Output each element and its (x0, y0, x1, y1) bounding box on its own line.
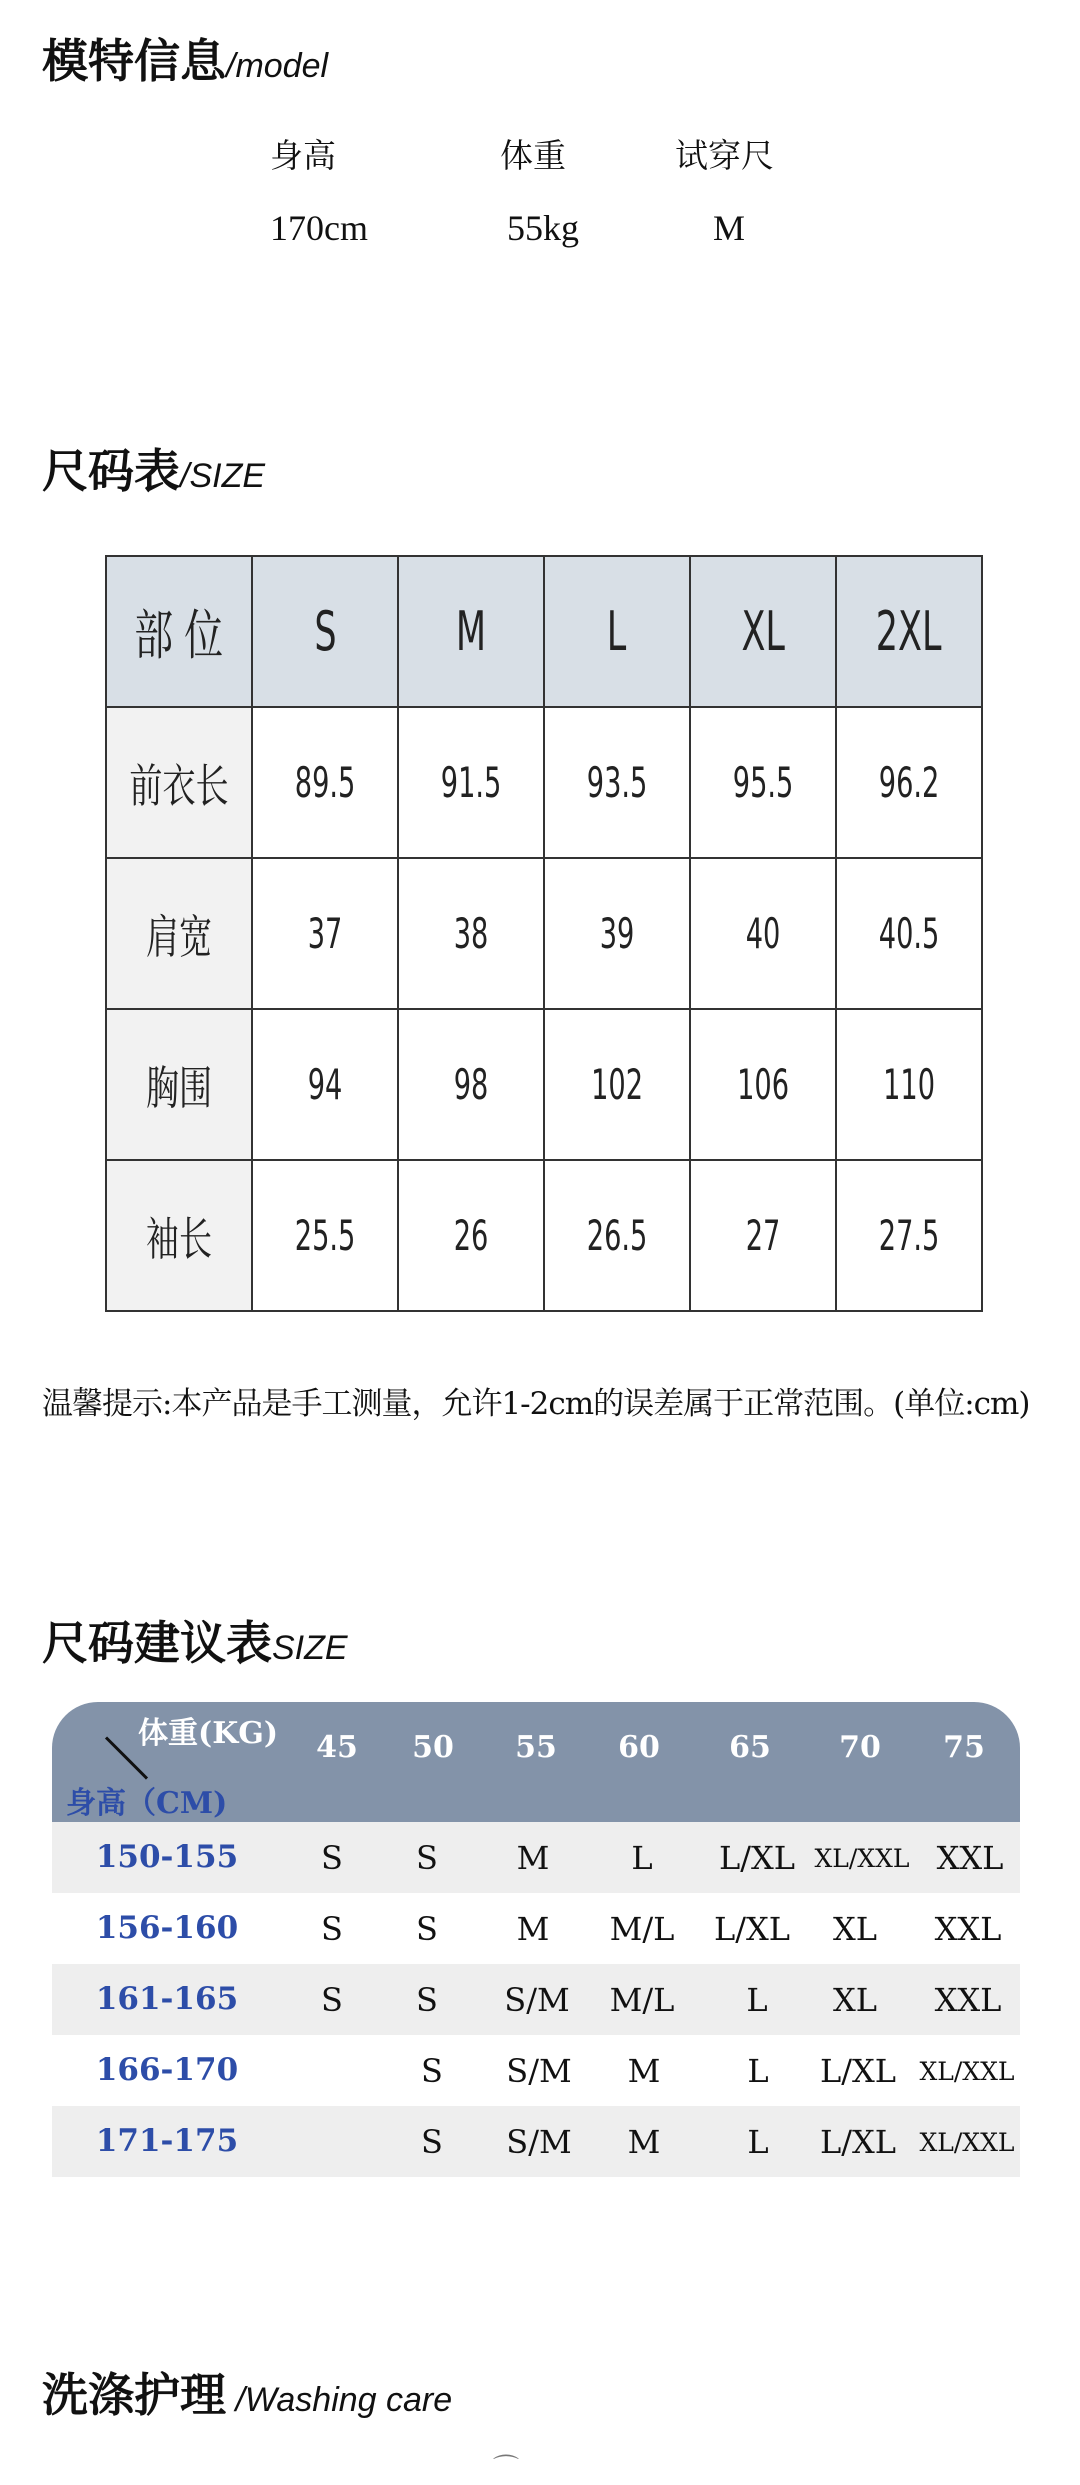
size-cell: 94 (252, 1009, 398, 1160)
model-section-title (42, 34, 329, 88)
recommend-cell: XL/XXL (919, 2128, 1015, 2157)
size-cell: 27 (690, 1160, 836, 1311)
recommend-cell: S (416, 1839, 438, 1877)
recommend-cell: M/L (609, 1910, 675, 1948)
recommend-cell: L (746, 1981, 768, 2019)
size-row-label: 袖长 (106, 1160, 252, 1311)
weight-column-header: 65 (729, 1730, 771, 1765)
recommend-cell: S (416, 1981, 438, 2019)
size-cell: 25.5 (252, 1160, 398, 1311)
recommend-cell: L/XL (819, 2052, 897, 2090)
model-title-en: /model (226, 47, 329, 85)
size-title-en: /SIZE (180, 457, 266, 495)
recommend-cell: XXL (936, 1839, 1004, 1877)
size-table-row (106, 1160, 982, 1311)
care-title-en: /Washing care (226, 2381, 453, 2419)
size-header-cell: 2XL (836, 556, 982, 707)
size-header-cell: S (252, 556, 398, 707)
weight-axis-label: 体重(KG) (138, 1716, 279, 1751)
model-value-size: M (713, 208, 746, 248)
height-range-label: 171-175 (95, 2123, 239, 2159)
size-row-label: 前衣长 (106, 707, 252, 858)
model-header-weight: 体重 (500, 136, 566, 175)
recommend-row (52, 2035, 1020, 2106)
weight-column-header: 75 (943, 1730, 985, 1765)
recommend-section-title (42, 1616, 348, 1670)
recommend-row (52, 1822, 1020, 1893)
recommend-cell: M (516, 1839, 550, 1877)
size-table-header-row (106, 556, 982, 707)
recommend-cell: S (421, 2052, 443, 2090)
recommend-cell: S (416, 1910, 438, 1948)
size-cell: 27.5 (836, 1160, 982, 1311)
model-header-size: 试穿尺 (675, 136, 774, 175)
recommend-cell: M (627, 2123, 661, 2161)
model-header-height: 身高 (270, 136, 336, 175)
recommend-row (52, 1964, 1020, 2035)
size-cell: 96.2 (836, 707, 982, 858)
model-value-height: 170cm (270, 208, 368, 248)
size-cell: 102 (544, 1009, 690, 1160)
size-cell: 26.5 (544, 1160, 690, 1311)
recommend-cell: L (631, 1839, 653, 1877)
recommend-cell: S (321, 1981, 343, 2019)
height-range-label: 161-165 (95, 1981, 239, 2017)
recommend-cell: L (747, 2052, 769, 2090)
size-table-row (106, 1009, 982, 1160)
recommend-cell: L/XL (713, 1910, 791, 1948)
size-cell: 38 (398, 858, 544, 1009)
model-info-grid (270, 130, 875, 249)
height-range-label: 166-170 (95, 2052, 239, 2088)
recommend-cell: M (627, 2052, 661, 2090)
page-fold-mark: ⌒ (493, 2454, 520, 2484)
size-cell: 89.5 (252, 707, 398, 858)
recommend-cell: XL/XXL (814, 1844, 910, 1873)
recommend-cell: L/XL (718, 1839, 796, 1877)
size-cell: 39 (544, 858, 690, 1009)
care-section-title (42, 2368, 453, 2422)
size-cell: 106 (690, 1009, 836, 1160)
size-header-cell: L (544, 556, 690, 707)
size-table-row (106, 858, 982, 1009)
size-section-title (42, 444, 266, 498)
recommend-cell: S/M (504, 1981, 570, 2019)
size-table (105, 555, 983, 1312)
recommend-cell: S (421, 2123, 443, 2161)
size-cell: 95.5 (690, 707, 836, 858)
model-value-weight: 55kg (507, 208, 579, 248)
size-row-label: 肩宽 (106, 858, 252, 1009)
care-title-cn: 洗涤护理 (42, 2368, 226, 2422)
recommend-cell: XXL (934, 1910, 1002, 1948)
recommend-cell: M/L (609, 1981, 675, 2019)
weight-column-header: 55 (515, 1730, 557, 1765)
recommend-cell: XL (832, 1910, 878, 1948)
size-header-cell: XL (690, 556, 836, 707)
size-cell: 110 (836, 1009, 982, 1160)
size-header-cell: M (398, 556, 544, 707)
size-cell: 93.5 (544, 707, 690, 858)
recommend-cell: XXL (934, 1981, 1002, 2019)
recommend-cell: M (516, 1910, 550, 1948)
recommend-row (52, 2106, 1020, 2177)
recommend-cell: S (321, 1839, 343, 1877)
recommend-cell: L (747, 2123, 769, 2161)
height-axis-label: 身高（CM) (66, 1786, 228, 1821)
recommend-title-en: SIZE (272, 1629, 348, 1667)
size-cell: 26 (398, 1160, 544, 1311)
size-recommend-table (52, 1702, 1020, 2177)
size-header-label: 部 位 (106, 556, 252, 707)
height-range-label: 156-160 (95, 1910, 239, 1946)
model-title-cn: 模特信息 (42, 34, 226, 88)
size-cell: 37 (252, 858, 398, 1009)
size-cell: 40 (690, 858, 836, 1009)
size-cell: 91.5 (398, 707, 544, 858)
size-cell: 98 (398, 1009, 544, 1160)
measurement-tip: 温馨提示:本产品是手工测量，允许1-2cm的误差属于正常范围。(单位:cm) (42, 1386, 1030, 1422)
weight-column-header: 50 (412, 1730, 454, 1765)
recommend-title-cn: 尺码建议表 (42, 1616, 272, 1670)
size-row-label: 胸围 (106, 1009, 252, 1160)
height-range-label: 150-155 (95, 1839, 239, 1875)
size-table-row (106, 707, 982, 858)
recommend-cell: S/M (506, 2123, 572, 2161)
recommend-cell: S (321, 1910, 343, 1948)
recommend-cell: XL (832, 1981, 878, 2019)
size-title-cn: 尺码表 (42, 444, 180, 498)
weight-column-header: 70 (839, 1730, 881, 1765)
recommend-row (52, 1893, 1020, 1964)
recommend-cell: S/M (506, 2052, 572, 2090)
recommend-header (52, 1702, 1020, 1822)
weight-column-header: 60 (618, 1730, 660, 1765)
recommend-cell: L/XL (819, 2123, 897, 2161)
size-cell: 40.5 (836, 858, 982, 1009)
weight-column-header: 45 (316, 1730, 358, 1765)
recommend-cell: XL/XXL (919, 2057, 1015, 2086)
